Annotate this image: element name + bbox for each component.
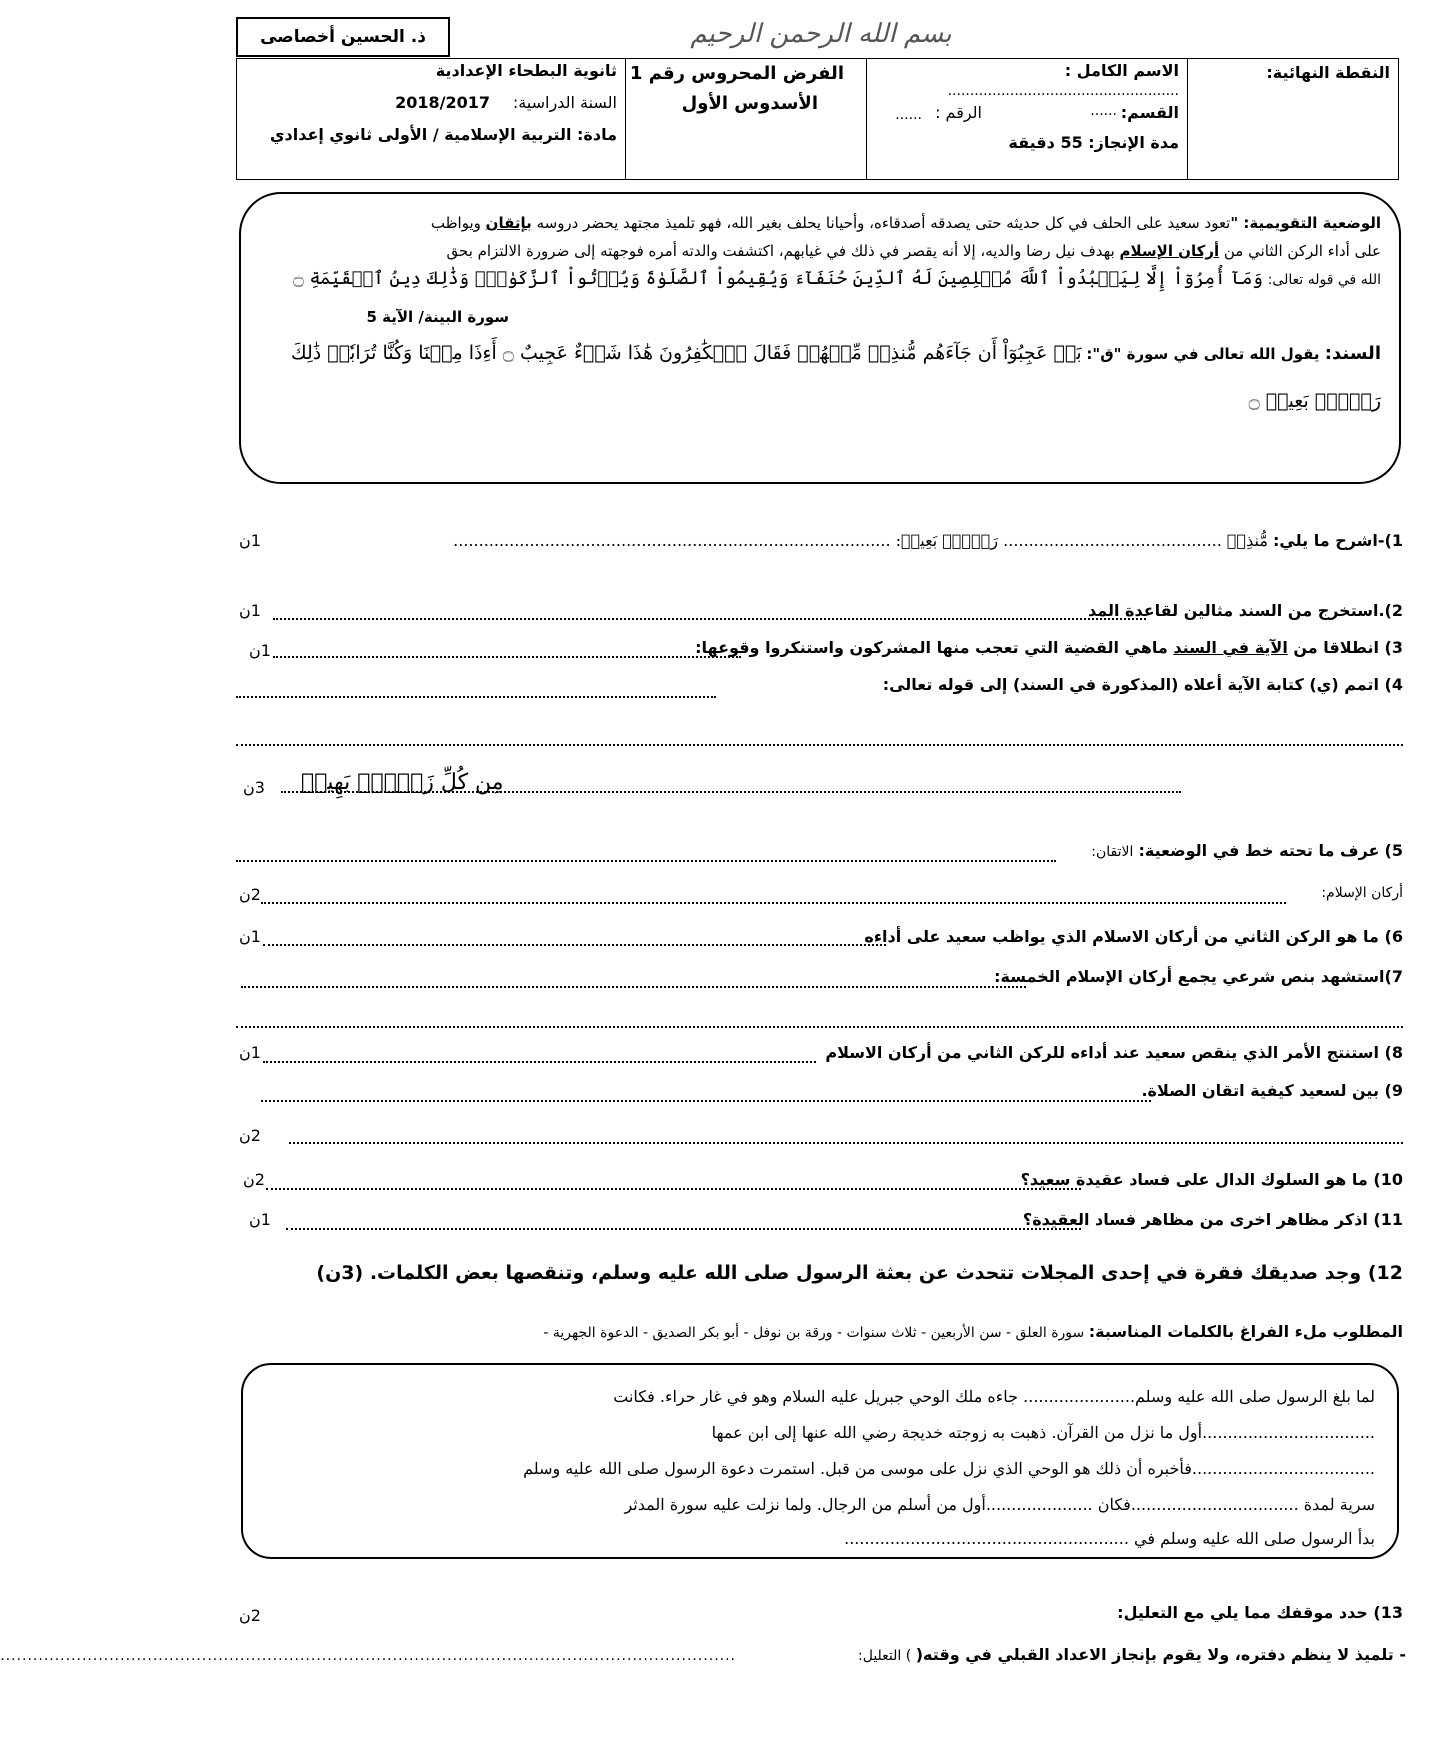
q4-ending: مِن كُلِّ زَوۡجِۢ بَهِيجٖ: [301, 770, 504, 795]
student-info-cell: [867, 59, 1188, 180]
situation-line-3: [259, 268, 1381, 289]
header-table: [236, 58, 1399, 180]
q13-item-text: - تلميذ لا ينظم دفتره، ولا يقوم بإنجاز الاعداد القبلي في وقته(: [915, 1645, 1406, 1664]
q7-num: 7): [1384, 967, 1403, 986]
passage-line-5[interactable]: بدأ الرسول صلى الله عليه وسلم في ........................................................: [844, 1529, 1375, 1548]
sanad-intro: يقول الله تعالى في سورة "ق":: [1086, 345, 1325, 363]
q9-answer-line-2[interactable]: [289, 1142, 1403, 1144]
q7-answer-line-1[interactable]: [241, 986, 1026, 988]
fill-word-bank: سورة العلق - سن الأربعين - ثلاث سنوات - ورقة بن نوفل - أبو بكر الصديق - الدعوة الجهرية -: [543, 1325, 1089, 1341]
situation-text-2: على أداء الركن الثاني من: [1219, 242, 1381, 260]
sanad-verse-1: بَلۡ عَجِبُوٓاْ أَن جَآءَهُم مُّنذِرٞ مِّنۡهُمۡ فَقَالَ ٱلۡكَٰفِرُونَ هَٰذَا شَيۡءٌ عَجِيبٌ ۝ أَءِذَا مِتۡنَا وَكُنَّا تُرَابٗاۖ ذَٰلِكَ: [290, 342, 1082, 364]
q13-mark: 2ن: [239, 1606, 261, 1625]
question-4: [883, 675, 1403, 694]
school-name: ثانوية البطحاء الإعدادية: [435, 61, 617, 80]
verse-ref: سورة البينة/ الآية 5: [366, 308, 509, 326]
q13-item: [858, 1645, 1406, 1664]
question-8: [825, 1043, 1403, 1062]
q13-num: 13): [1373, 1603, 1403, 1622]
question-12: [316, 1262, 1403, 1284]
q3-answer-line[interactable]: [273, 656, 741, 658]
situation-line-2: [259, 242, 1381, 260]
q5-text: عرف ما تحته خط في الوضعية:: [1138, 841, 1380, 860]
fullname-dots[interactable]: ....................................................: [947, 83, 1179, 99]
question-10: [1021, 1170, 1403, 1189]
class-dots[interactable]: ......: [1090, 103, 1117, 119]
q11-answer-line[interactable]: [286, 1228, 1081, 1230]
q3-underlined: الآية في السند: [1173, 638, 1288, 657]
passage-line-2[interactable]: ..................................أول ما نزل من القرآن. ذهبت به زوجته خديجة رضي الله عنها إلى ابن عمها: [711, 1423, 1375, 1442]
passage-line-3[interactable]: ....................................فأخبره أن ذلك هو الوحي الذي نزل على موسى من قبل. استمرت دعوة الرسول صلى الله عليه وسلم: [523, 1459, 1375, 1478]
subject: مادة: التربية الإسلامية / الأولى ثانوي إعدادي: [269, 125, 617, 144]
situation-label: الوضعية التقويمية: ": [1230, 214, 1381, 232]
q5-item-2: أركان الإسلام:: [1321, 885, 1403, 901]
school-info-cell: [237, 59, 626, 180]
q9-num: 9): [1384, 1081, 1403, 1100]
situation-line-1: [259, 214, 1381, 232]
sanad-line-1: [259, 342, 1381, 364]
q3-num: 3): [1384, 638, 1403, 657]
q8-answer-line[interactable]: [263, 1061, 816, 1063]
exam-title: الفرض المحروس رقم 1: [629, 63, 844, 84]
q9-mark: 2ن: [239, 1126, 261, 1145]
fill-label: المطلوب ملء الفراغ بالكلمات المناسبة:: [1088, 1322, 1403, 1341]
q5-answer-line-1[interactable]: [236, 860, 1056, 862]
q6-mark: 1ن: [239, 927, 261, 946]
q10-text: ما هو السلوك الدال على فساد عقيدة سعيد؟: [1020, 1170, 1368, 1189]
teacher-name: ذ. الحسين أخصاصى: [260, 27, 426, 47]
final-grade-cell: [1188, 59, 1399, 180]
q8-mark: 1ن: [239, 1043, 261, 1062]
q3-mark: 1ن: [249, 641, 271, 660]
q6-answer-line[interactable]: [263, 944, 886, 946]
verse-bayyina: وَمَآ أُمِرُوٓاْ إِلَّا لِيَعۡبُدُواْ ٱللَّهَ مُخۡلِصِينَ لَهُ ٱلدِّينَ حُنَفَآءَ وَيُقِيمُواْ ٱلصَّلَوٰةَ وَيُؤۡتُواْ ٱلزَّكَوٰةَۚ وَذَٰلِكَ دِينُ ٱلۡقَيِّمَةِ ۝: [293, 268, 1263, 289]
q6-text: ما هو الركن الثاني من أركان الاسلام الذي يواظب سعيد على أداءه: [864, 927, 1379, 946]
q9-text: بين لسعيد كيفية اتقان الصلاة.: [1141, 1081, 1379, 1100]
q9-answer-line-1[interactable]: [261, 1100, 1151, 1102]
exam-title-cell: [626, 59, 867, 180]
q3-text-b: ماهي القضية التي تعجب منها المشركون واستنكروا وقوعها:: [695, 638, 1174, 657]
q10-mark: 2ن: [243, 1170, 265, 1189]
sanad-verse-2: رَجۡعُۢ بَعِيدٞ ۝: [1248, 390, 1381, 412]
passage-box: [241, 1363, 1399, 1559]
passage-line-4[interactable]: سرية لمدة .................................فكان .....................أول من أسلم من الرجال. ولما نزلت عليه سورة المدثر: [624, 1495, 1375, 1514]
q13-justification-label: ) التعليل:: [858, 1648, 916, 1664]
q8-num: 8): [1384, 1043, 1403, 1062]
basmala: بسم الله الرحمن الرحيم: [690, 19, 952, 49]
class-label: القسم:: [1120, 103, 1179, 122]
q3-text-a: انطلاقا من: [1287, 638, 1379, 657]
underlined-itqan: بإتقان: [485, 214, 532, 232]
q10-answer-line[interactable]: [266, 1188, 1081, 1190]
question-13: [1117, 1603, 1403, 1622]
q5-item-1: الاتقان:: [1091, 844, 1134, 860]
q4-mark: 3ن: [243, 778, 265, 797]
q2-answer-line[interactable]: [273, 618, 1146, 620]
situation-text-1: تعود سعيد على الحلف في كل حديثه حتى يصدقه أصدقاءه، وأحيانا يحلف بغير الله، فهو تلميذ مجتهد يحضر دروسه: [531, 214, 1231, 232]
passage-line-1[interactable]: لما بلغ الرسول صلى الله عليه وسلم...................... جاءه ملك الوحي جبريل عليه السلام وهو في غار حراء. فكانت: [613, 1387, 1375, 1406]
q4-num: 4): [1384, 675, 1403, 694]
q12-text: وجد صديقك فقرة في إحدى المجلات تتحدث عن بعثة الرسول صلى الله عليه وسلم، وتنقصها بعض الكلمات. (3ن): [316, 1262, 1362, 1284]
q11-num: 11): [1373, 1210, 1403, 1229]
q5-mark: 2ن: [239, 885, 261, 904]
q11-text: اذكر مظاهر اخرى من مظاهر فساد العقيدة؟: [1022, 1210, 1368, 1229]
question-7: [994, 967, 1403, 986]
q11-mark: 1ن: [249, 1210, 271, 1229]
situation-text-2b: بهدف نيل رضا والديه، إلا أنه يقصر في ذلك في غيابهم، اكتشفت والدته أمره فوجهته إلى ضرورة الالتزام بحق: [446, 242, 1120, 260]
q2-num: 2).: [1378, 601, 1403, 620]
question-6: [864, 927, 1403, 946]
q1-text: اشرح ما يلي:: [1273, 531, 1378, 550]
q6-num: 6): [1384, 927, 1403, 946]
number-dots[interactable]: ......: [895, 107, 922, 123]
q2-text: استخرج من السند مثالين لقاعدة المد: [1088, 601, 1379, 620]
semester: الأسدوس الأول: [681, 93, 818, 114]
q12-num: 12): [1367, 1262, 1403, 1284]
fullname-label: الاسم الكامل :: [1064, 61, 1179, 80]
situation-text-1b: ويواظب: [430, 214, 486, 232]
q5-num: 5): [1384, 841, 1403, 860]
fill-instruction: [543, 1322, 1403, 1341]
teacher-name-box: [236, 17, 450, 57]
q4-text: اتمم (ي) كتابة الآية أعلاه (المذكورة في السند) إلى قوله تعالى:: [882, 675, 1379, 694]
q1-mark: 1ن: [239, 531, 261, 550]
q5-answer-line-2[interactable]: [261, 902, 1286, 904]
question-3: [695, 638, 1403, 657]
q4-answer-line-2[interactable]: [236, 744, 1403, 746]
q7-text: استشهد بنص شرعي يجمع أركان الإسلام الخمسة:: [994, 967, 1385, 986]
q4-answer-line-1[interactable]: [236, 696, 716, 698]
situation-box: [239, 192, 1401, 484]
q2-mark: 1ن: [239, 601, 261, 620]
q7-answer-line-2[interactable]: [236, 1026, 1403, 1028]
q10-num: 10): [1373, 1170, 1403, 1189]
final-grade-label: النقطة النهائية:: [1266, 63, 1390, 82]
q13-text: حدد موقفك مما يلي مع التعليل:: [1117, 1603, 1368, 1622]
school-year: 2018/2017: [395, 93, 490, 112]
underlined-pillars: أركان الإسلام: [1119, 242, 1220, 260]
verse-intro: الله في قوله تعالى:: [1267, 272, 1381, 288]
sanad-label: السند:: [1324, 343, 1381, 364]
question-5: [1091, 841, 1403, 860]
question-1: [453, 531, 1403, 550]
q1-answer-dots[interactable]: مُّنذِرٞ ........................................... رَجۡعُۢ بَعِيدٞ: ......................................................................................: [453, 531, 1274, 550]
year-label: السنة الدراسية:: [512, 93, 617, 112]
q13-answer-dots[interactable]: .......................................................................................................................................: [0, 1648, 736, 1664]
q1-num: 1)-: [1377, 531, 1403, 550]
q8-text: استنتج الأمر الذي ينقص سعيد عند أداءه للركن الثاني من أركان الاسلام: [825, 1043, 1379, 1062]
question-11: [1023, 1210, 1403, 1229]
number-label: الرقم :: [935, 103, 982, 122]
duration: مدة الإنجاز: 55 دقيقة: [1008, 133, 1179, 152]
question-9: [1141, 1081, 1403, 1100]
